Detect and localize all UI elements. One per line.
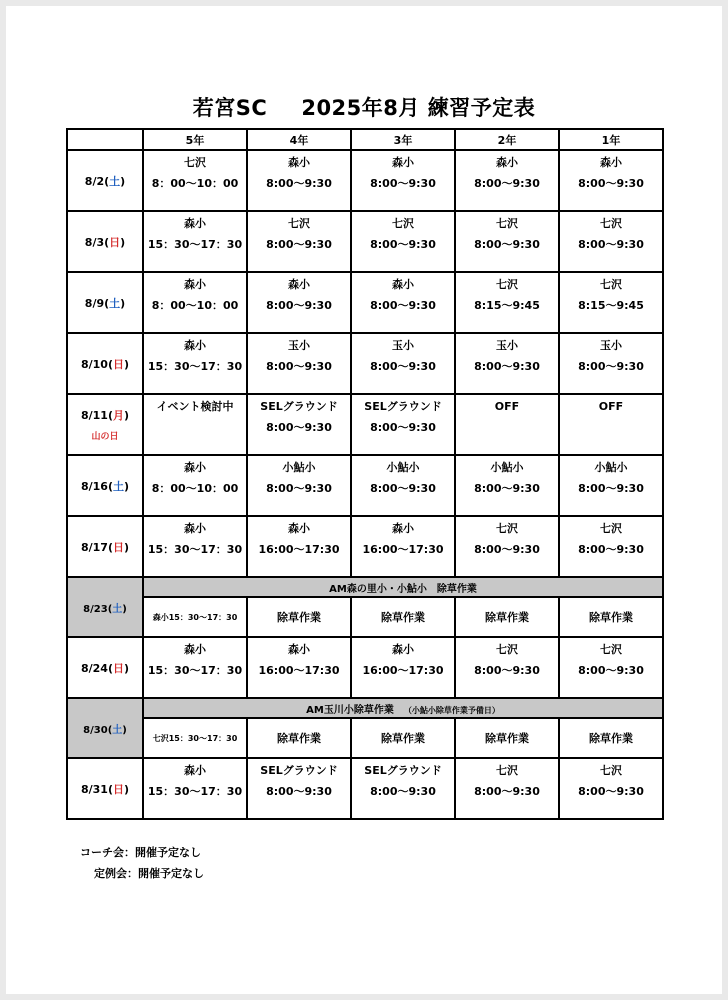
date-text: 8/2 — [84, 174, 105, 188]
venue-text: 七沢 — [392, 217, 414, 230]
venue-text: 玉小 — [496, 339, 518, 352]
schedule-cell — [455, 333, 559, 394]
schedule-row — [67, 516, 663, 577]
header-date — [67, 129, 143, 150]
header-grade: 2年 — [455, 129, 559, 150]
weekday-text: 日 — [112, 782, 124, 796]
schedule-cell — [559, 758, 663, 819]
time-text: 8:00〜9:30 — [266, 785, 332, 798]
schedule-cell — [143, 516, 247, 577]
schedule-cell — [247, 211, 351, 272]
schedule-cell — [143, 211, 247, 272]
schedule-cell — [247, 272, 351, 333]
venue-text: 森小 — [184, 217, 206, 230]
cell-text: 森小15：30〜17：30 — [152, 613, 238, 622]
date-cell: 8/23(土) — [67, 577, 143, 637]
date-cell: 8/30(土) — [67, 698, 143, 758]
time-text: 15：30〜17：30 — [147, 360, 243, 373]
weekday-text: 土 — [109, 296, 121, 310]
schedule-cell — [351, 394, 455, 455]
time-text: 8:00〜9:30 — [266, 360, 332, 373]
venue-text: 小鮎小 — [282, 461, 316, 474]
work-banner — [143, 577, 663, 597]
time-text: 16:00〜17:30 — [362, 543, 444, 556]
schedule-cell — [559, 597, 663, 637]
cell-text: 除草作業 — [485, 732, 529, 745]
schedule-cell — [247, 150, 351, 211]
schedule-cell — [143, 718, 247, 758]
schedule-row — [67, 333, 663, 394]
schedule-cell — [143, 758, 247, 819]
schedule-cell — [559, 637, 663, 698]
cell-text: 除草作業 — [381, 732, 425, 745]
schedule-cell — [351, 597, 455, 637]
weekday-text: 日 — [109, 235, 121, 249]
time-text: 8:00〜9:30 — [474, 177, 540, 190]
page-title — [0, 92, 728, 122]
schedule-cell — [559, 516, 663, 577]
schedule-table — [66, 128, 664, 820]
schedule-cell — [351, 211, 455, 272]
date-cell: 8/10(日) — [67, 333, 143, 394]
schedule-cell — [247, 597, 351, 637]
schedule-row — [67, 718, 663, 758]
work-banner — [143, 698, 663, 718]
date-text: 8/11 — [80, 409, 108, 422]
venue-text: SELグラウンド — [364, 400, 442, 413]
work-banner-row — [67, 698, 663, 718]
work-banner-row — [67, 577, 663, 597]
date-cell: 8/17(日) — [67, 516, 143, 577]
banner-text: AM玉川小除草作業 — [306, 704, 394, 716]
cell-text: 除草作業 — [277, 732, 321, 745]
schedule-cell — [351, 758, 455, 819]
schedule-row — [67, 637, 663, 698]
date-text: 8/9 — [84, 296, 105, 310]
title-schedule: 2025年8月 練習予定表 — [301, 96, 536, 120]
note-coach-meeting: コーチ会：開催予定なし — [80, 846, 201, 859]
schedule-cell — [247, 516, 351, 577]
schedule-row — [67, 211, 663, 272]
footer-notes — [80, 842, 204, 884]
weekday-text: 月 — [112, 409, 124, 422]
time-text: 8：00〜10：00 — [151, 177, 239, 190]
time-text: 15：30〜17：30 — [147, 543, 243, 556]
title-team: 若宮SC — [192, 96, 268, 120]
time-text: 8:00〜9:30 — [474, 543, 540, 556]
venue-text: SELグラウンド — [364, 764, 442, 777]
venue-text: 七沢 — [496, 643, 518, 656]
venue-text: 森小 — [288, 643, 310, 656]
cell-text: 除草作業 — [381, 611, 425, 624]
schedule-cell — [143, 333, 247, 394]
schedule-cell — [455, 272, 559, 333]
time-text: 16:00〜17:30 — [362, 664, 444, 677]
time-text: 8：00〜10：00 — [151, 299, 239, 312]
date-text: 8/30 — [83, 724, 108, 736]
time-text: 8:00〜9:30 — [474, 664, 540, 677]
venue-text: 七沢 — [496, 522, 518, 535]
date-text: 8/10 — [80, 357, 108, 371]
venue-text: 七沢 — [600, 278, 622, 291]
date-text: 8/31 — [80, 782, 108, 796]
venue-text: 玉小 — [392, 339, 414, 352]
date-cell: 8/31(日) — [67, 758, 143, 819]
date-cell: 8/16(土) — [67, 455, 143, 516]
weekday-text: 日 — [112, 540, 124, 554]
weekday-text: 土 — [112, 724, 123, 736]
venue-text: SELグラウンド — [260, 764, 338, 777]
date-text: 8/23 — [83, 603, 108, 615]
date-cell: 8/2(土) — [67, 150, 143, 211]
schedule-row — [67, 272, 663, 333]
time-text: 8:00〜9:30 — [474, 238, 540, 251]
weekday-text: 土 — [112, 603, 123, 615]
schedule-cell — [455, 637, 559, 698]
time-text: 15：30〜17：30 — [147, 664, 243, 677]
venue-text: 小鮎小 — [594, 461, 628, 474]
schedule-cell — [143, 394, 247, 455]
cell-text: 除草作業 — [277, 611, 321, 624]
schedule-cell — [559, 718, 663, 758]
schedule-cell — [143, 150, 247, 211]
venue-text: 森小 — [184, 278, 206, 291]
time-text: 8:15〜9:45 — [578, 299, 644, 312]
venue-text: 森小 — [392, 278, 414, 291]
header-grade: 3年 — [351, 129, 455, 150]
time-text: 8:00〜9:30 — [370, 238, 436, 251]
venue-text: OFF — [598, 400, 624, 413]
time-text: 8:00〜9:30 — [370, 177, 436, 190]
weekday-text: 土 — [109, 174, 121, 188]
schedule-cell — [351, 516, 455, 577]
time-text: 8:00〜9:30 — [370, 360, 436, 373]
schedule-row — [67, 455, 663, 516]
time-text: 8：00〜10：00 — [151, 482, 239, 495]
cell-text: 七沢15：30〜17：30 — [152, 734, 238, 743]
schedule-cell — [559, 272, 663, 333]
schedule-cell — [351, 272, 455, 333]
venue-text: 森小 — [184, 339, 206, 352]
venue-text: 七沢 — [600, 764, 622, 777]
schedule-cell — [455, 597, 559, 637]
banner-text: AM森の里小・小鮎小 除草作業 — [329, 583, 477, 595]
time-text: 8:00〜9:30 — [266, 421, 332, 434]
time-text: 8:00〜9:30 — [578, 238, 644, 251]
holiday-label: 山の日 — [91, 432, 119, 442]
time-text: 8:00〜9:30 — [474, 785, 540, 798]
schedule-cell — [143, 272, 247, 333]
time-text: 8:00〜9:30 — [266, 177, 332, 190]
venue-text: 森小 — [288, 156, 310, 169]
schedule-cell — [351, 637, 455, 698]
venue-text: 森小 — [392, 643, 414, 656]
venue-text: 七沢 — [600, 643, 622, 656]
schedule-cell — [247, 718, 351, 758]
time-text: 8:00〜9:30 — [578, 664, 644, 677]
venue-text: 七沢 — [288, 217, 310, 230]
schedule-cell — [455, 455, 559, 516]
time-text: 15：30〜17：30 — [147, 238, 243, 251]
header-grade: 1年 — [559, 129, 663, 150]
time-text: 8:00〜9:30 — [578, 482, 644, 495]
venue-text: 森小 — [600, 156, 622, 169]
time-text: 8:00〜9:30 — [578, 785, 644, 798]
schedule-cell — [559, 333, 663, 394]
weekday-text: 日 — [112, 661, 124, 675]
schedule-cell — [351, 333, 455, 394]
schedule-cell — [247, 455, 351, 516]
venue-text: 森小 — [184, 522, 206, 535]
time-text: 8:00〜9:30 — [370, 299, 436, 312]
date-text: 8/3 — [84, 235, 105, 249]
time-text: 8:00〜9:30 — [266, 299, 332, 312]
schedule-cell — [247, 333, 351, 394]
time-text: 16:00〜17:30 — [258, 664, 340, 677]
venue-text: 七沢 — [496, 764, 518, 777]
venue-text: 玉小 — [288, 339, 310, 352]
time-text: 15：30〜17：30 — [147, 785, 243, 798]
venue-text: 森小 — [392, 156, 414, 169]
schedule-cell — [559, 394, 663, 455]
schedule-cell — [143, 455, 247, 516]
venue-text: SELグラウンド — [260, 400, 338, 413]
date-cell: 8/3(日) — [67, 211, 143, 272]
schedule-cell — [247, 394, 351, 455]
venue-text: 七沢 — [496, 217, 518, 230]
time-text: 8:00〜9:30 — [474, 360, 540, 373]
time-text: 8:00〜9:30 — [370, 482, 436, 495]
schedule-cell — [143, 597, 247, 637]
time-text: 8:00〜9:30 — [578, 543, 644, 556]
schedule-cell — [559, 211, 663, 272]
venue-text: 森小 — [184, 461, 206, 474]
cell-text: 除草作業 — [589, 611, 633, 624]
venue-text: OFF — [494, 400, 520, 413]
schedule-row — [67, 758, 663, 819]
date-text: 8/17 — [80, 540, 108, 554]
time-text: 8:00〜9:30 — [578, 360, 644, 373]
header-grade: 4年 — [247, 129, 351, 150]
date-text: 8/16 — [80, 479, 108, 493]
time-text: 8:15〜9:45 — [474, 299, 540, 312]
time-text: 8:00〜9:30 — [370, 785, 436, 798]
schedule-cell — [351, 718, 455, 758]
schedule-cell — [455, 211, 559, 272]
time-text: 8:00〜9:30 — [370, 421, 436, 434]
time-text: 8:00〜9:30 — [266, 238, 332, 251]
schedule-cell — [559, 455, 663, 516]
venue-text: 森小 — [392, 522, 414, 535]
time-text: 8:00〜9:30 — [474, 482, 540, 495]
date-cell: 8/11(月) 山の日 — [67, 394, 143, 455]
venue-text: イベント検討中 — [156, 400, 234, 413]
date-cell: 8/9(土) — [67, 272, 143, 333]
venue-text: 森小 — [288, 278, 310, 291]
venue-text: 玉小 — [600, 339, 622, 352]
schedule-cell — [455, 758, 559, 819]
venue-text: 七沢 — [496, 278, 518, 291]
schedule-cell — [455, 150, 559, 211]
time-text: 16:00〜17:30 — [258, 543, 340, 556]
date-cell: 8/24(日) — [67, 637, 143, 698]
schedule-row — [67, 597, 663, 637]
header-grade: 5年 — [143, 129, 247, 150]
venue-text: 森小 — [288, 522, 310, 535]
cell-text: 除草作業 — [485, 611, 529, 624]
venue-text: 森小 — [496, 156, 518, 169]
schedule-cell — [247, 637, 351, 698]
weekday-text: 土 — [112, 479, 124, 493]
cell-text: 除草作業 — [589, 732, 633, 745]
note-regular-meeting: 定例会：開催予定なし — [94, 867, 204, 880]
venue-text: 七沢 — [600, 217, 622, 230]
schedule-cell — [351, 150, 455, 211]
schedule-cell — [247, 758, 351, 819]
venue-text: 森小 — [184, 764, 206, 777]
time-text: 8:00〜9:30 — [578, 177, 644, 190]
schedule-cell — [455, 516, 559, 577]
venue-text: 小鮎小 — [386, 461, 420, 474]
venue-text: 七沢 — [184, 156, 206, 169]
schedule-cell — [455, 394, 559, 455]
schedule-cell — [455, 718, 559, 758]
venue-text: 森小 — [184, 643, 206, 656]
venue-text: 七沢 — [600, 522, 622, 535]
schedule-cell — [559, 150, 663, 211]
date-text: 8/24 — [80, 661, 108, 675]
venue-text: 小鮎小 — [490, 461, 524, 474]
weekday-text: 日 — [112, 357, 124, 371]
schedule-cell — [143, 637, 247, 698]
schedule-row — [67, 150, 663, 211]
banner-note: （小鮎小除草作業予備日） — [403, 705, 500, 715]
time-text: 8:00〜9:30 — [266, 482, 332, 495]
header-row — [67, 129, 663, 150]
schedule-cell — [351, 455, 455, 516]
schedule-row — [67, 394, 663, 455]
